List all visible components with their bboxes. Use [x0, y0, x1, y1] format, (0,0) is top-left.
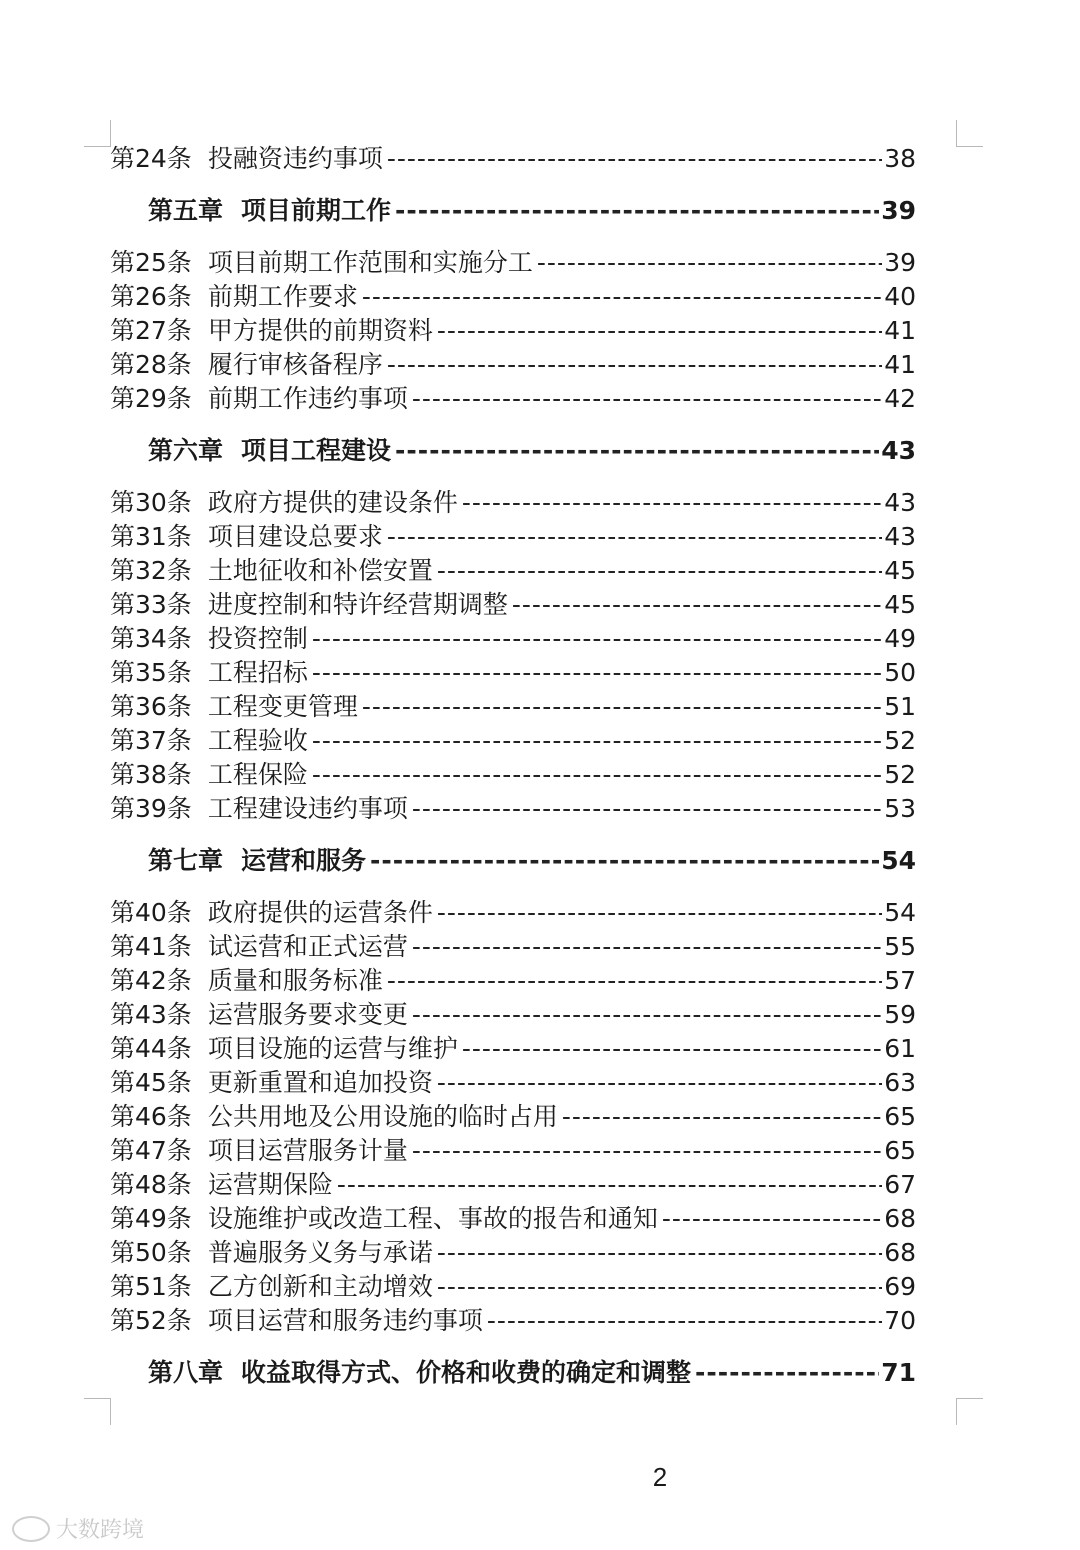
- toc-article-entry[interactable]: [110, 896, 916, 930]
- table-of-contents: [110, 142, 916, 1408]
- toc-dash-leader: [412, 930, 882, 964]
- toc-article-entry[interactable]: [110, 382, 916, 416]
- toc-entry-number: 第32条: [110, 556, 192, 585]
- crop-mark-top-left: [84, 120, 111, 147]
- toc-entry-title: 土地征收和补偿安置: [207, 556, 433, 585]
- toc-entry-title: 工程保险: [207, 760, 308, 789]
- toc-entry-page: 67: [884, 1170, 916, 1199]
- toc-entry-page: 43: [884, 522, 916, 551]
- toc-dash-leader: [370, 836, 879, 886]
- toc-dash-leader: [487, 1304, 882, 1338]
- toc-entry-number: 第27条: [110, 316, 192, 345]
- crop-mark-bottom-right: [956, 1398, 983, 1425]
- toc-dash-leader: [462, 1032, 882, 1066]
- toc-dash-leader: [312, 656, 882, 690]
- toc-dash-leader: [412, 1134, 882, 1168]
- watermark-text: 大数跨境: [56, 1518, 145, 1543]
- toc-entry-page: 50: [884, 658, 916, 687]
- toc-entry-title: 工程招标: [207, 658, 308, 687]
- toc-entry-page: 41: [884, 350, 916, 379]
- toc-article-entry[interactable]: [110, 246, 916, 280]
- toc-dash-leader: [312, 622, 882, 656]
- toc-article-entry[interactable]: [110, 724, 916, 758]
- toc-entry-title: 更新重置和追加投资: [207, 1068, 433, 1097]
- toc-entry-page: 54: [881, 846, 916, 875]
- toc-entry-page: 59: [884, 1000, 916, 1029]
- toc-entry-number: 第七章: [148, 846, 224, 875]
- toc-article-entry[interactable]: [110, 792, 916, 826]
- toc-article-entry[interactable]: [110, 1270, 916, 1304]
- toc-entry-title: 普遍服务义务与承诺: [207, 1238, 433, 1267]
- toc-entry-number: 第48条: [110, 1170, 192, 1199]
- toc-entry-page: 52: [884, 726, 916, 755]
- toc-entry-number: 第47条: [110, 1136, 192, 1165]
- toc-entry-title: 前期工作要求: [207, 282, 358, 311]
- toc-dash-leader: [437, 1270, 882, 1304]
- toc-dash-leader: [387, 348, 882, 382]
- toc-entry-number: 第50条: [110, 1238, 192, 1267]
- toc-entry-number: 第40条: [110, 898, 192, 927]
- toc-dash-leader: [362, 280, 882, 314]
- toc-dash-leader: [437, 896, 882, 930]
- toc-entry-title: 项目运营服务计量: [207, 1136, 408, 1165]
- toc-entry-number: 第33条: [110, 590, 192, 619]
- toc-chapter-entry[interactable]: [110, 186, 916, 236]
- toc-article-entry[interactable]: [110, 486, 916, 520]
- toc-entry-title: 试运营和正式运营: [207, 932, 408, 961]
- toc-entry-page: 45: [884, 590, 916, 619]
- toc-dash-leader: [312, 724, 882, 758]
- toc-entry-title: 工程变更管理: [207, 692, 358, 721]
- toc-article-entry[interactable]: [110, 142, 916, 176]
- toc-article-entry[interactable]: [110, 554, 916, 588]
- toc-entry-page: 38: [884, 144, 916, 173]
- toc-entry-number: 第46条: [110, 1102, 192, 1131]
- toc-entry-page: 70: [884, 1306, 916, 1335]
- toc-entry-title: 项目工程建设: [241, 436, 392, 465]
- toc-entry-page: 55: [884, 932, 916, 961]
- toc-dash-leader: [437, 314, 882, 348]
- toc-entry-number: 第44条: [110, 1034, 192, 1063]
- toc-article-entry[interactable]: [110, 1032, 916, 1066]
- toc-article-entry[interactable]: [110, 656, 916, 690]
- toc-entry-page: 52: [884, 760, 916, 789]
- toc-entry-number: 第45条: [110, 1068, 192, 1097]
- toc-entry-number: 第29条: [110, 384, 192, 413]
- toc-article-entry[interactable]: [110, 930, 916, 964]
- toc-entry-number: 第五章: [148, 196, 224, 225]
- toc-entry-number: 第43条: [110, 1000, 192, 1029]
- toc-article-entry[interactable]: [110, 998, 916, 1032]
- toc-entry-title: 工程验收: [207, 726, 308, 755]
- toc-article-entry[interactable]: [110, 1202, 916, 1236]
- toc-entry-title: 前期工作违约事项: [207, 384, 408, 413]
- toc-dash-leader: [437, 554, 882, 588]
- toc-entry-page: 42: [884, 384, 916, 413]
- toc-dash-leader: [412, 792, 882, 826]
- toc-entry-page: 39: [881, 196, 916, 225]
- toc-entry-page: 68: [884, 1238, 916, 1267]
- toc-entry-page: 54: [884, 898, 916, 927]
- toc-article-entry[interactable]: [110, 1100, 916, 1134]
- toc-entry-number: 第51条: [110, 1272, 192, 1301]
- toc-entry-number: 第37条: [110, 726, 192, 755]
- toc-entry-title: 项目前期工作: [241, 196, 392, 225]
- toc-article-entry[interactable]: [110, 622, 916, 656]
- toc-entry-page: 68: [884, 1204, 916, 1233]
- toc-article-entry[interactable]: [110, 690, 916, 724]
- toc-dash-leader: [512, 588, 882, 622]
- toc-dash-leader: [387, 520, 882, 554]
- toc-dash-leader: [412, 998, 882, 1032]
- toc-entry-number: 第38条: [110, 760, 192, 789]
- toc-entry-title: 收益取得方式、价格和收费的确定和调整: [241, 1358, 692, 1387]
- toc-article-entry[interactable]: [110, 588, 916, 622]
- toc-chapter-entry[interactable]: [110, 1348, 916, 1398]
- toc-entry-number: 第30条: [110, 488, 192, 517]
- toc-entry-number: 第25条: [110, 248, 192, 277]
- toc-entry-page: 53: [884, 794, 916, 823]
- toc-article-entry[interactable]: [110, 1134, 916, 1168]
- toc-entry-page: 43: [881, 436, 916, 465]
- toc-entry-title: 项目运营和服务违约事项: [207, 1306, 483, 1335]
- toc-article-entry[interactable]: [110, 1066, 916, 1100]
- toc-entry-number: 第39条: [110, 794, 192, 823]
- toc-entry-title: 设施维护或改造工程、事故的报告和通知: [207, 1204, 658, 1233]
- toc-entry-title: 运营服务要求变更: [207, 1000, 408, 1029]
- toc-article-entry[interactable]: [110, 280, 916, 314]
- toc-entry-page: 57: [884, 966, 916, 995]
- toc-dash-leader: [695, 1348, 879, 1398]
- toc-entry-number: 第26条: [110, 282, 192, 311]
- toc-dash-leader: [462, 486, 882, 520]
- toc-entry-page: 43: [884, 488, 916, 517]
- toc-entry-number: 第36条: [110, 692, 192, 721]
- crop-mark-bottom-left: [84, 1398, 111, 1425]
- toc-entry-page: 49: [884, 624, 916, 653]
- toc-entry-number: 第41条: [110, 932, 192, 961]
- toc-article-entry[interactable]: [110, 314, 916, 348]
- toc-entry-number: 第42条: [110, 966, 192, 995]
- toc-dash-leader: [412, 382, 882, 416]
- toc-entry-page: 69: [884, 1272, 916, 1301]
- toc-entry-title: 运营期保险: [207, 1170, 333, 1199]
- toc-entry-title: 项目建设总要求: [207, 522, 383, 551]
- toc-entry-title: 公共用地及公用设施的临时占用: [207, 1102, 558, 1131]
- toc-dash-leader: [337, 1168, 882, 1202]
- toc-entry-page: 61: [884, 1034, 916, 1063]
- toc-article-entry[interactable]: [110, 1304, 916, 1338]
- toc-chapter-entry[interactable]: [110, 426, 916, 476]
- toc-entry-title: 履行审核备程序: [207, 350, 383, 379]
- toc-dash-leader: [395, 186, 879, 236]
- toc-article-entry[interactable]: [110, 964, 916, 998]
- toc-entry-title: 质量和服务标准: [207, 966, 383, 995]
- toc-entry-title: 乙方创新和主动增效: [207, 1272, 433, 1301]
- toc-entry-page: 41: [884, 316, 916, 345]
- toc-dash-leader: [437, 1236, 882, 1270]
- toc-article-entry[interactable]: [110, 348, 916, 382]
- toc-entry-page: 40: [884, 282, 916, 311]
- toc-entry-number: 第六章: [148, 436, 224, 465]
- toc-chapter-entry[interactable]: [110, 836, 916, 886]
- toc-entry-title: 政府方提供的建设条件: [207, 488, 458, 517]
- toc-entry-title: 政府提供的运营条件: [207, 898, 433, 927]
- toc-entry-number: 第八章: [148, 1358, 224, 1387]
- toc-dash-leader: [362, 690, 882, 724]
- toc-article-entry[interactable]: [110, 1168, 916, 1202]
- toc-entry-title: 投融资违约事项: [207, 144, 383, 173]
- toc-entry-page: 71: [881, 1358, 916, 1387]
- toc-entry-title: 甲方提供的前期资料: [207, 316, 433, 345]
- toc-entry-title: 项目设施的运营与维护: [207, 1034, 458, 1063]
- toc-entry-page: 51: [884, 692, 916, 721]
- toc-entry-number: 第49条: [110, 1204, 192, 1233]
- toc-dash-leader: [562, 1100, 882, 1134]
- toc-entry-title: 项目前期工作范围和实施分工: [207, 248, 533, 277]
- toc-entry-page: 39: [884, 248, 916, 277]
- toc-article-entry[interactable]: [110, 758, 916, 792]
- toc-entry-page: 45: [884, 556, 916, 585]
- toc-dash-leader: [537, 246, 882, 280]
- toc-entry-title: 工程建设违约事项: [207, 794, 408, 823]
- toc-dash-leader: [437, 1066, 882, 1100]
- crop-mark-top-right: [956, 120, 983, 147]
- toc-dash-leader: [387, 142, 882, 176]
- toc-entry-page: 65: [884, 1102, 916, 1131]
- watermark-logo-icon: [12, 1516, 50, 1542]
- toc-dash-leader: [662, 1202, 882, 1236]
- toc-entry-title: 运营和服务: [241, 846, 367, 875]
- toc-article-entry[interactable]: [110, 1236, 916, 1270]
- toc-entry-page: 63: [884, 1068, 916, 1097]
- toc-entry-number: 第34条: [110, 624, 192, 653]
- toc-entry-number: 第52条: [110, 1306, 192, 1335]
- toc-entry-title: 投资控制: [207, 624, 308, 653]
- toc-entry-number: 第24条: [110, 144, 192, 173]
- toc-entry-number: 第35条: [110, 658, 192, 687]
- page-number: 2: [652, 1462, 668, 1492]
- toc-entry-number: 第28条: [110, 350, 192, 379]
- toc-entry-page: 65: [884, 1136, 916, 1165]
- toc-entry-title: 进度控制和特许经营期调整: [207, 590, 508, 619]
- toc-dash-leader: [387, 964, 882, 998]
- toc-entry-number: 第31条: [110, 522, 192, 551]
- watermark: [12, 1513, 144, 1544]
- toc-dash-leader: [312, 758, 882, 792]
- toc-dash-leader: [395, 426, 879, 476]
- toc-article-entry[interactable]: [110, 520, 916, 554]
